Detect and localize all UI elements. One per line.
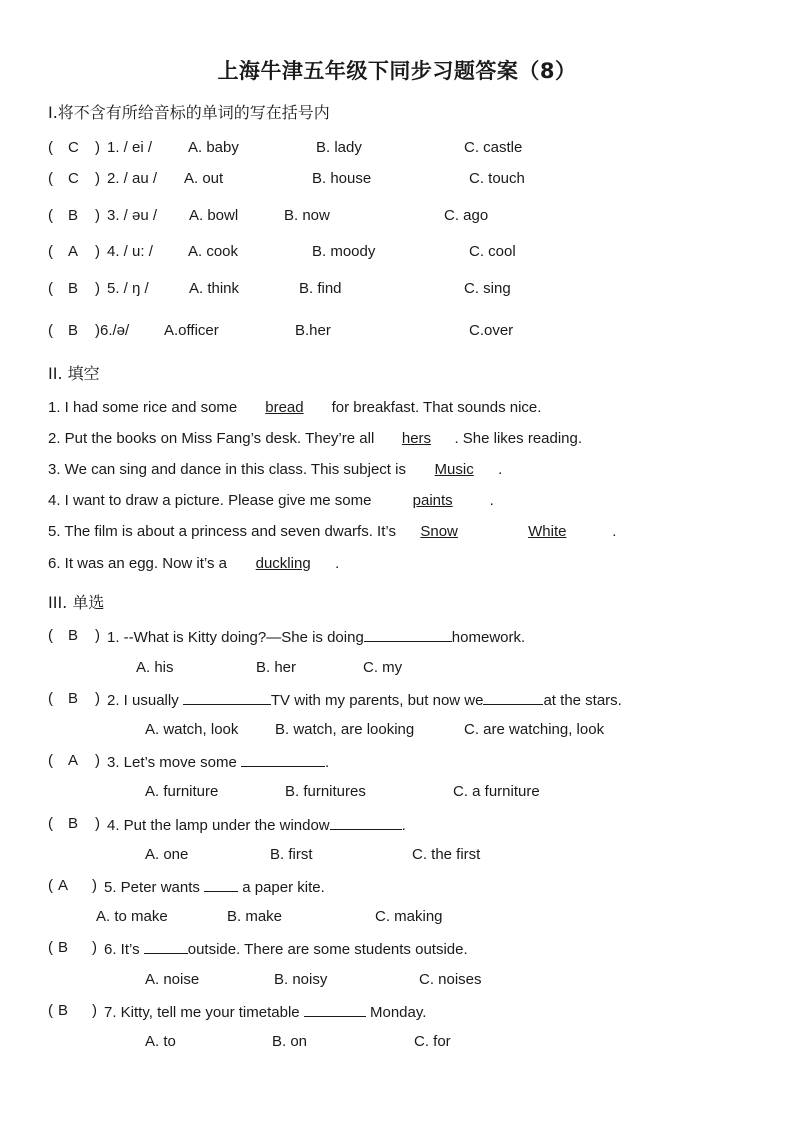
option-a: A.officer bbox=[164, 322, 219, 339]
option-c: C.over bbox=[469, 322, 514, 339]
option-c: C. castle bbox=[464, 139, 523, 156]
answer: A bbox=[68, 752, 79, 769]
question: 3. Let’s move some . bbox=[107, 754, 330, 771]
option-a: A. to bbox=[145, 1033, 176, 1050]
question: 5. Peter wants a paper kite. bbox=[104, 879, 325, 896]
fill-answer: hers bbox=[401, 430, 432, 447]
fill-answer-2: White bbox=[528, 523, 567, 540]
fill-item: 1. I had some rice and some bread for breakfast. That sounds nice. bbox=[48, 399, 542, 416]
option-b: B. lady bbox=[316, 139, 362, 156]
option-a: A. one bbox=[145, 846, 189, 863]
option-a: A. to make bbox=[96, 908, 168, 925]
answer: B bbox=[68, 280, 79, 297]
option-b: B. watch, are looking bbox=[275, 721, 415, 738]
phonetic: 1. / ei / bbox=[107, 139, 153, 156]
fill-item: 2. Put the books on Miss Fang’s desk. They’re all hers . She likes reading. bbox=[48, 430, 583, 447]
fill-answer: Snow bbox=[420, 523, 458, 540]
answer: C bbox=[68, 139, 79, 156]
answer: C bbox=[68, 170, 79, 187]
option-a: A. watch, look bbox=[145, 721, 239, 738]
option-c: C. touch bbox=[469, 170, 525, 187]
question: 4. Put the lamp under the window . bbox=[107, 817, 406, 834]
option-a: A. cook bbox=[188, 243, 239, 260]
fill-item: 3. We can sing and dance in this class. This subject is Music . bbox=[48, 461, 503, 478]
answer: B bbox=[68, 322, 79, 339]
option-c: C. the first bbox=[412, 846, 481, 863]
option-b: B. find bbox=[299, 280, 342, 297]
phonetic: 2. / au / bbox=[107, 170, 158, 187]
option-c: C. making bbox=[375, 908, 443, 925]
option-a: A. noise bbox=[145, 971, 200, 988]
phonetic: 3. / əu / bbox=[107, 207, 158, 224]
answer: B bbox=[68, 815, 79, 832]
phonetic: 4. / u: / bbox=[107, 243, 153, 260]
answer: B bbox=[68, 207, 79, 224]
option-c: C. a furniture bbox=[453, 783, 540, 800]
fill-answer: bread bbox=[265, 399, 304, 416]
question: 7. Kitty, tell me your timetable Monday. bbox=[104, 1004, 427, 1021]
option-b: B. furnitures bbox=[285, 783, 366, 800]
fill-item: 5. The film is about a princess and seven dwarfs. It’s Snow White . bbox=[48, 523, 617, 540]
option-b: B. house bbox=[312, 170, 372, 187]
question: 2. I usually TV with my parents, but now we at the stars. bbox=[107, 692, 622, 709]
option-b: B. noisy bbox=[274, 971, 328, 988]
option-a: A. furniture bbox=[145, 783, 219, 800]
option-c: C. cool bbox=[469, 243, 516, 260]
fill-answer: duckling bbox=[255, 555, 311, 572]
option-b: B. on bbox=[272, 1033, 308, 1050]
option-a: A. think bbox=[189, 280, 240, 297]
option-b: B. make bbox=[227, 908, 283, 925]
option-c: C. for bbox=[414, 1033, 451, 1050]
option-a: A. bowl bbox=[189, 207, 239, 224]
fill-item: 4. I want to draw a picture. Please give me some paints . bbox=[48, 492, 494, 509]
option-b: B.her bbox=[295, 322, 331, 339]
option-b: B. her bbox=[256, 659, 297, 676]
answer: B bbox=[68, 690, 79, 707]
fill-item: 6. It was an egg. Now it’s a duckling . bbox=[48, 555, 340, 572]
option-c: C. my bbox=[363, 659, 403, 676]
answer: B bbox=[58, 1002, 69, 1019]
question: 6. It’s outside. There are some students outside. bbox=[104, 941, 468, 958]
answer: A bbox=[68, 243, 79, 260]
option-c: C. ago bbox=[444, 207, 489, 224]
option-c: C. sing bbox=[464, 280, 511, 297]
answer: B bbox=[58, 939, 69, 956]
fill-answer: Music bbox=[434, 461, 474, 478]
option-b: B. first bbox=[270, 846, 313, 863]
page-title: 上海牛津五年级下同步习题答案（8） bbox=[217, 59, 577, 83]
question: 1. --What is Kitty doing?—She is doing homework. bbox=[107, 629, 526, 646]
answer: A bbox=[58, 877, 69, 894]
option-b: B. now bbox=[284, 207, 330, 224]
phonetic: 5. / ŋ / bbox=[107, 280, 149, 297]
option-c: C. are watching, look bbox=[464, 721, 605, 738]
answer: B bbox=[68, 627, 79, 644]
option-a: A. baby bbox=[188, 139, 239, 156]
option-b: B. moody bbox=[312, 243, 376, 260]
option-a: A. his bbox=[136, 659, 174, 676]
phonetic: 6./ə/ bbox=[100, 322, 130, 339]
fill-answer: paints bbox=[412, 492, 453, 509]
section-2-heading: II. 填空 bbox=[48, 364, 100, 383]
option-c: C. noises bbox=[419, 971, 482, 988]
option-a: A. out bbox=[184, 170, 224, 187]
section-3-heading: III. 单选 bbox=[48, 593, 105, 612]
section-1-heading: Ⅰ.将不含有所给音标的单词的写在括号内 bbox=[48, 103, 330, 122]
